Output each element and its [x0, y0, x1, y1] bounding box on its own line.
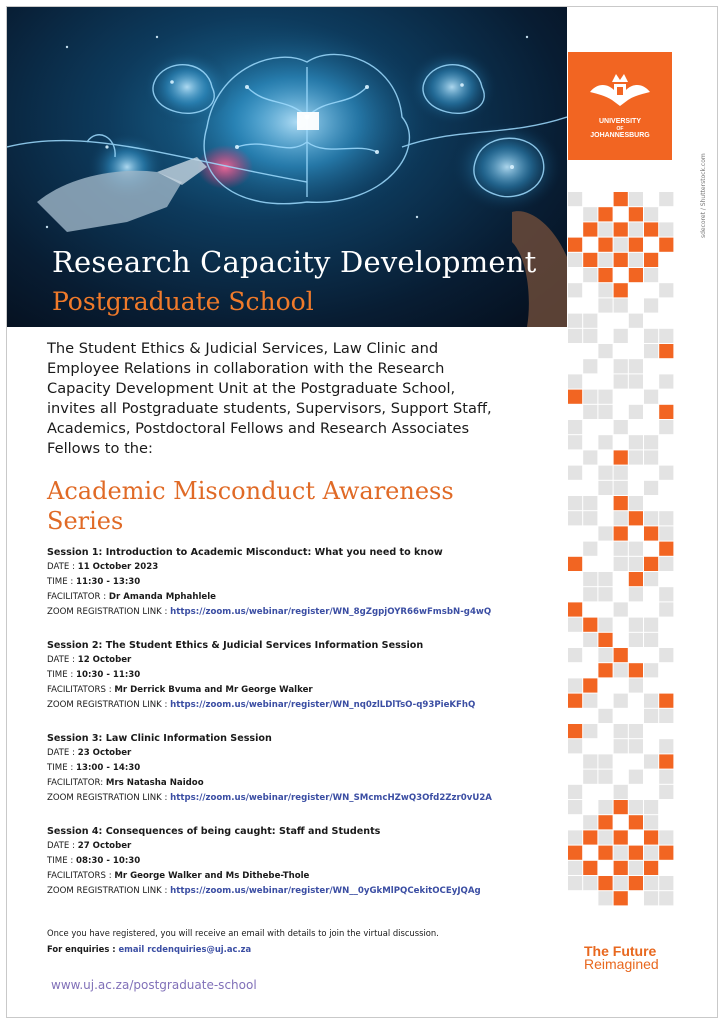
session-2	[47, 639, 567, 713]
pattern-cell	[583, 815, 597, 829]
pattern-cell	[583, 542, 597, 556]
pattern-cell	[614, 542, 628, 556]
session-1-facilitator: FACILITATOR : Dr Amanda Mphahlele	[47, 592, 217, 602]
pattern-cell	[614, 374, 628, 388]
pattern-cell	[598, 526, 612, 540]
pattern-cell	[614, 298, 628, 312]
pattern-cell	[598, 770, 612, 784]
session-4-title: Session 4: Consequences of being caught: Staff and Students	[47, 826, 381, 837]
pattern-cell	[614, 511, 628, 525]
pattern-cell	[644, 390, 658, 404]
session-1	[47, 546, 567, 620]
pattern-cell	[659, 405, 673, 419]
pattern-cell	[598, 830, 612, 844]
pattern-cell	[568, 496, 582, 510]
pattern-cell	[644, 618, 658, 632]
pattern-cell	[568, 466, 582, 480]
pattern-cell	[644, 344, 658, 358]
pattern-cell	[659, 511, 673, 525]
pattern-cell	[614, 329, 628, 343]
pattern-cell	[583, 511, 597, 525]
pattern-cell	[629, 633, 643, 647]
tagline	[584, 945, 659, 971]
pattern-cell	[583, 572, 597, 586]
pattern-cell	[598, 238, 612, 252]
pattern-cell	[568, 435, 582, 449]
logo-line-2: OF	[616, 126, 624, 132]
tagline-line-1: The Future	[584, 943, 657, 959]
pattern-cell	[614, 526, 628, 540]
pattern-cell	[614, 739, 628, 753]
pattern-cell	[568, 694, 582, 708]
pattern-cell	[598, 891, 612, 905]
hero-title: Research Capacity Development	[52, 245, 537, 279]
logo-line-3: JOHANNESBURG	[590, 132, 650, 139]
hero-banner	[7, 7, 567, 327]
pattern-cell	[568, 238, 582, 252]
pattern-cell	[614, 496, 628, 510]
pattern-cell	[659, 830, 673, 844]
pattern-cell	[644, 663, 658, 677]
pattern-cell	[644, 557, 658, 571]
pattern-cell	[629, 253, 643, 267]
session-2-zoom: ZOOM REGISTRATION LINK : https://zoom.us/webinar/register/WN_nq0zlLDlTsO-q93PieKFhQ	[47, 700, 476, 710]
pattern-cell	[583, 253, 597, 267]
pattern-cell	[598, 405, 612, 419]
pattern-cell	[659, 526, 673, 540]
pattern-cell	[644, 450, 658, 464]
pattern-cell	[659, 739, 673, 753]
pattern-cell	[583, 876, 597, 890]
pattern-cell	[644, 830, 658, 844]
pattern-cell	[659, 587, 673, 601]
pattern-cell	[614, 876, 628, 890]
pattern-cell	[659, 466, 673, 480]
session-1-title: Session 1: Introduction to Academic Misconduct: What you need to know	[47, 547, 443, 558]
pattern-cell	[659, 891, 673, 905]
pattern-cell	[568, 800, 582, 814]
pattern-cell	[629, 572, 643, 586]
pattern-cell	[568, 785, 582, 799]
enquiries-label: For enquiries :	[47, 944, 119, 954]
pattern-cell	[568, 648, 582, 662]
pattern-cell	[568, 602, 582, 616]
pattern-cell	[629, 207, 643, 221]
pattern-cell	[583, 678, 597, 692]
pattern-cell	[598, 344, 612, 358]
session-4-time: TIME : 08:30 - 10:30	[47, 856, 141, 866]
pattern-cell	[568, 861, 582, 875]
pattern-cell	[568, 329, 582, 343]
pattern-cell	[568, 678, 582, 692]
pattern-cell	[614, 253, 628, 267]
pattern-cell	[598, 481, 612, 495]
uj-logo	[568, 52, 672, 160]
pattern-cell	[644, 876, 658, 890]
pattern-cell	[568, 724, 582, 738]
pattern-cell	[568, 830, 582, 844]
pattern-cell	[598, 709, 612, 723]
pattern-cell	[644, 800, 658, 814]
pattern-cell	[614, 846, 628, 860]
session-4-facilitator: FACILITATORS : Mr George Walker and Ms Dithebe-Thole	[47, 871, 310, 881]
pattern-cell	[659, 754, 673, 768]
pattern-cell	[614, 830, 628, 844]
pattern-cell	[629, 663, 643, 677]
pattern-cell	[644, 435, 658, 449]
series-title: Academic Misconduct Awareness Series	[47, 477, 454, 535]
pattern-cell	[614, 785, 628, 799]
pattern-cell	[614, 238, 628, 252]
pattern-cell	[629, 359, 643, 373]
pattern-cell	[568, 314, 582, 328]
pattern-cell	[583, 754, 597, 768]
pattern-cell	[629, 511, 643, 525]
pattern-cell	[629, 739, 643, 753]
session-3-date: DATE : 23 October	[47, 748, 132, 758]
pattern-cell	[644, 481, 658, 495]
pattern-cell	[614, 694, 628, 708]
intro-paragraph: The Student Ethics & Judicial Services, Law Clinic and Employee Relations in collaboration with the Research Capacity Development Unit at the Postgraduate School, invites all Postgraduate students, Supervisors, Support Staff, Academics, Postdoctoral Fellows and Research Associates Fellows to the:	[47, 340, 492, 457]
pattern-cell	[614, 557, 628, 571]
pattern-cell	[614, 450, 628, 464]
session-2-facilitator: FACILITATORS : Mr Derrick Bvuma and Mr George Walker	[47, 685, 313, 695]
pattern-cell	[583, 207, 597, 221]
pattern-cell	[614, 724, 628, 738]
pattern-cell	[659, 648, 673, 662]
pattern-cell	[598, 390, 612, 404]
pattern-cell	[644, 891, 658, 905]
pattern-cell	[568, 192, 582, 206]
pattern-cell	[598, 618, 612, 632]
session-3-zoom: ZOOM REGISTRATION LINK : https://zoom.us/webinar/register/WN_SMcmcHZwQ3Ofd2Zzr0vU2A	[47, 793, 492, 803]
website-link[interactable]: www.uj.ac.za/postgraduate-school	[51, 978, 257, 992]
session-4-zoom: ZOOM REGISTRATION LINK : https://zoom.us/webinar/register/WN__0yGkMlPQCekitOCEyJQAg	[47, 886, 481, 896]
pattern-cell	[598, 648, 612, 662]
pattern-cell	[629, 435, 643, 449]
pattern-cell	[659, 420, 673, 434]
logo-line-1: UNIVERSITY	[598, 118, 641, 125]
pattern-cell	[629, 557, 643, 571]
pattern-cell	[614, 663, 628, 677]
pattern-cell	[568, 253, 582, 267]
registration-note: Once you have registered, you will receive an email with details to join the virtual discussion.	[47, 928, 439, 938]
pattern-cell	[583, 329, 597, 343]
pattern-cell	[644, 694, 658, 708]
decorative-pixel-pattern	[568, 192, 674, 912]
pattern-cell	[568, 283, 582, 297]
session-3-facilitator: FACILITATOR: Mrs Natasha Naidoo	[47, 778, 204, 788]
session-4-date: DATE : 27 October	[47, 841, 132, 851]
session-3-title: Session 3: Law Clinic Information Session	[47, 733, 272, 744]
pattern-cell	[598, 222, 612, 236]
pattern-cell	[644, 572, 658, 586]
pattern-cell	[614, 466, 628, 480]
pattern-cell	[583, 724, 597, 738]
pattern-cell	[644, 633, 658, 647]
pattern-cell	[583, 496, 597, 510]
pattern-cell	[659, 238, 673, 252]
pattern-cell	[629, 222, 643, 236]
pattern-cell	[598, 268, 612, 282]
pattern-cell	[568, 876, 582, 890]
pattern-cell	[598, 283, 612, 297]
pattern-cell	[629, 450, 643, 464]
session-3-zoom-link[interactable]: https://zoom.us/webinar/register/WN_SMcmcHZwQ3Ofd2Zzr0vU2A	[170, 793, 492, 803]
pattern-cell	[644, 329, 658, 343]
pattern-cell	[583, 618, 597, 632]
pattern-cell	[598, 207, 612, 221]
pattern-cell	[659, 192, 673, 206]
pattern-cell	[598, 846, 612, 860]
pattern-cell	[629, 846, 643, 860]
pattern-cell	[629, 268, 643, 282]
pattern-cell	[644, 861, 658, 875]
pattern-cell	[659, 846, 673, 860]
pattern-cell	[629, 542, 643, 556]
pattern-cell	[629, 678, 643, 692]
pattern-cell	[598, 815, 612, 829]
pattern-cell	[659, 694, 673, 708]
pattern-cell	[583, 633, 597, 647]
pattern-cell	[629, 587, 643, 601]
pattern-cell	[583, 359, 597, 373]
pattern-cell	[629, 314, 643, 328]
pattern-cell	[644, 526, 658, 540]
pattern-cell	[659, 709, 673, 723]
pattern-cell	[598, 572, 612, 586]
pattern-cell	[583, 861, 597, 875]
pattern-cell	[629, 496, 643, 510]
pattern-cell	[614, 420, 628, 434]
session-2-zoom-link[interactable]: https://zoom.us/webinar/register/WN_nq0zlLDlTsO-q93PieKFhQ	[170, 700, 476, 710]
pattern-cell	[659, 374, 673, 388]
enquiries	[47, 944, 251, 954]
session-2-time: TIME : 10:30 - 11:30	[47, 670, 141, 680]
pattern-cell	[598, 800, 612, 814]
pattern-cell	[659, 283, 673, 297]
pattern-cell	[614, 648, 628, 662]
pattern-cell	[644, 511, 658, 525]
session-1-date: DATE : 11 October 2023	[47, 562, 159, 572]
session-2-title: Session 2: The Student Ethics & Judicial Services Information Session	[47, 640, 424, 651]
pattern-cell	[598, 253, 612, 267]
pattern-cell	[583, 268, 597, 282]
pattern-cell	[659, 876, 673, 890]
pattern-cell	[568, 374, 582, 388]
session-4	[47, 825, 567, 899]
pattern-cell	[598, 435, 612, 449]
pattern-cell	[644, 222, 658, 236]
session-1-zoom-link[interactable]: https://zoom.us/webinar/register/WN_8gZgpjOYR66wFmsbN-g4wQ	[170, 607, 492, 617]
session-3-time: TIME : 13:00 - 14:30	[47, 763, 141, 773]
pattern-cell	[568, 390, 582, 404]
pattern-cell	[568, 511, 582, 525]
pattern-cell	[598, 587, 612, 601]
pattern-cell	[629, 405, 643, 419]
pattern-cell	[598, 663, 612, 677]
pattern-cell	[629, 192, 643, 206]
pattern-cell	[598, 633, 612, 647]
hero-subtitle: Postgraduate School	[52, 287, 314, 316]
pattern-cell	[659, 557, 673, 571]
pattern-cell	[659, 785, 673, 799]
pattern-cell	[568, 739, 582, 753]
pattern-cell	[583, 694, 597, 708]
uj-crest-icon	[568, 62, 672, 122]
pattern-cell	[614, 602, 628, 616]
pattern-cell	[644, 709, 658, 723]
pattern-cell	[629, 238, 643, 252]
pattern-cell	[644, 846, 658, 860]
pattern-cell	[629, 800, 643, 814]
pattern-cell	[614, 481, 628, 495]
pattern-cell	[659, 542, 673, 556]
pattern-cell	[598, 466, 612, 480]
pattern-cell	[659, 602, 673, 616]
pattern-cell	[583, 830, 597, 844]
session-4-zoom-link[interactable]: https://zoom.us/webinar/register/WN__0yGkMlPQCekitOCEyJQAg	[170, 886, 481, 896]
pattern-cell	[614, 192, 628, 206]
pattern-cell	[659, 770, 673, 784]
pattern-cell	[644, 268, 658, 282]
session-1-time: TIME : 11:30 - 13:30	[47, 577, 141, 587]
pattern-cell	[644, 754, 658, 768]
pattern-cell	[614, 861, 628, 875]
pattern-cell	[629, 876, 643, 890]
pattern-cell	[568, 618, 582, 632]
pattern-cell	[583, 222, 597, 236]
tagline-line-2: Reimagined	[584, 956, 659, 972]
image-credit: sdecoret / Shutterstock.com	[700, 153, 707, 238]
pattern-cell	[659, 222, 673, 236]
pattern-cell	[659, 329, 673, 343]
pattern-cell	[629, 724, 643, 738]
pattern-cell	[583, 450, 597, 464]
pattern-cell	[629, 374, 643, 388]
pattern-cell	[568, 557, 582, 571]
enquiries-email[interactable]: email rcdenquiries@uj.ac.za	[118, 944, 252, 954]
pattern-cell	[583, 770, 597, 784]
pattern-cell	[583, 390, 597, 404]
pattern-cell	[583, 405, 597, 419]
pattern-cell	[598, 754, 612, 768]
pattern-cell	[583, 314, 597, 328]
session-2-date: DATE : 12 October	[47, 655, 132, 665]
session-3	[47, 732, 567, 806]
pattern-cell	[644, 253, 658, 267]
session-1-zoom: ZOOM REGISTRATION LINK : https://zoom.us/webinar/register/WN_8gZgpjOYR66wFmsbN-g4wQ	[47, 607, 492, 617]
pattern-cell	[614, 800, 628, 814]
ai-brain-illustration	[7, 7, 567, 327]
pattern-cell	[568, 420, 582, 434]
pattern-cell	[598, 298, 612, 312]
pattern-cell	[629, 815, 643, 829]
pattern-cell	[644, 815, 658, 829]
pattern-cell	[629, 770, 643, 784]
pattern-cell	[583, 587, 597, 601]
pattern-cell	[629, 861, 643, 875]
pattern-cell	[644, 207, 658, 221]
pattern-cell	[614, 283, 628, 297]
pattern-cell	[614, 359, 628, 373]
pattern-cell	[614, 222, 628, 236]
pattern-cell	[644, 298, 658, 312]
pattern-cell	[629, 618, 643, 632]
pattern-cell	[568, 846, 582, 860]
pattern-cell	[659, 344, 673, 358]
pattern-cell	[614, 891, 628, 905]
pattern-cell	[598, 876, 612, 890]
